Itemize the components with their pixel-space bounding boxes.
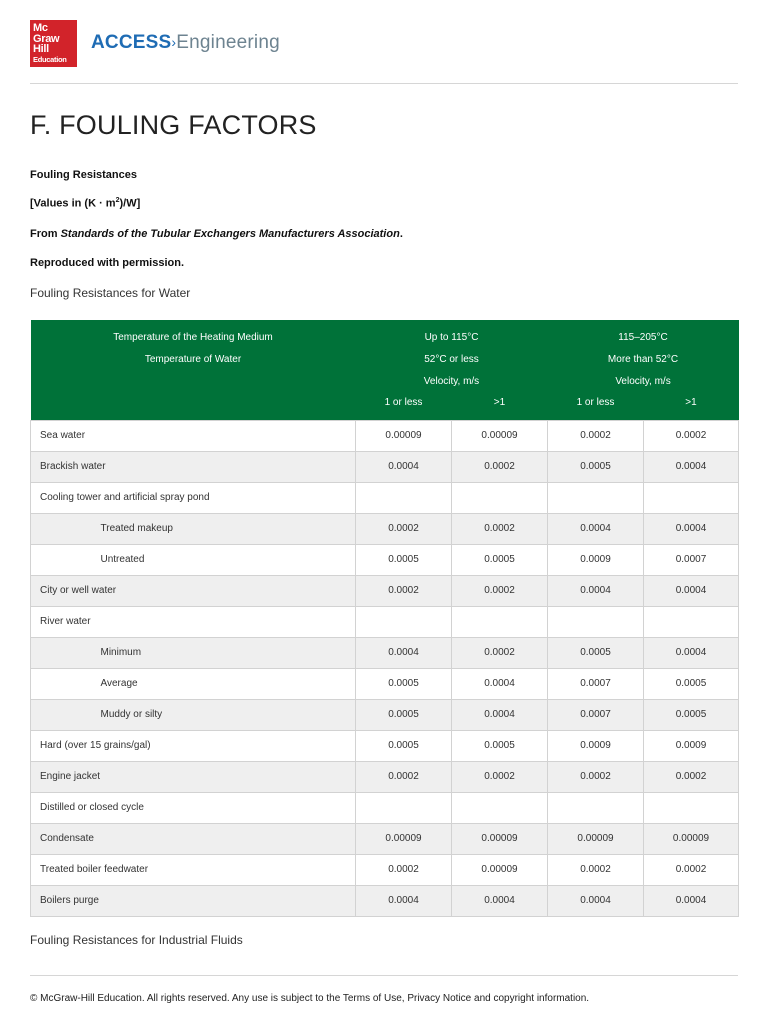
table-row <box>31 513 739 544</box>
cell-value: 0.0005 <box>644 699 739 730</box>
section-heading-water: Fouling Resistances for Water <box>30 286 191 300</box>
cell-value: 0.0004 <box>452 699 548 730</box>
row-label: Sea water <box>31 420 356 451</box>
row-label: Condensate <box>31 823 356 854</box>
cell-value <box>452 792 548 823</box>
units-note <box>30 197 140 210</box>
header-v-high-1: >1 <box>493 397 506 409</box>
table-header <box>31 320 739 420</box>
table-row <box>31 575 739 606</box>
indent-cell <box>31 668 92 699</box>
cell-value: 0.00009 <box>644 823 739 854</box>
brand-engineering: Engineering <box>176 32 280 53</box>
cell-value <box>644 606 739 637</box>
table-row <box>31 823 739 854</box>
permission-note: Reproduced with permission. <box>30 257 185 269</box>
cell-value: 0.0005 <box>644 668 739 699</box>
cell-value <box>644 792 739 823</box>
row-label: Distilled or closed cycle <box>31 792 356 823</box>
cell-value: 0.0007 <box>644 544 739 575</box>
source-note <box>30 228 403 240</box>
row-label: Cooling tower and artificial spray pond <box>31 482 356 513</box>
header-v-low-1: 1 or less <box>384 397 423 409</box>
table-row <box>31 792 739 823</box>
logo-line: Hill <box>33 43 49 55</box>
cell-value: 0.0002 <box>452 513 548 544</box>
table-row <box>31 730 739 761</box>
header-velocity-1: Velocity, m/s <box>423 375 480 387</box>
cell-value <box>356 606 452 637</box>
brand-access: ACCESS <box>91 32 172 53</box>
indent-cell <box>31 699 92 730</box>
cell-value <box>644 482 739 513</box>
cell-value: 0.0004 <box>356 451 452 482</box>
cell-value: 0.0002 <box>452 761 548 792</box>
row-label: River water <box>31 606 356 637</box>
row-label: Brackish water <box>31 451 356 482</box>
cell-value: 0.0009 <box>644 730 739 761</box>
table-row <box>31 482 739 513</box>
cell-value: 0.00009 <box>356 823 452 854</box>
cell-value <box>548 792 644 823</box>
cell-value: 0.0004 <box>644 451 739 482</box>
header-range-1: Up to 115°C <box>424 331 479 343</box>
cell-value: 0.0002 <box>644 761 739 792</box>
cell-value: 0.0005 <box>452 544 548 575</box>
cell-value: 0.0004 <box>644 637 739 668</box>
mcgraw-hill-logo[interactable] <box>30 20 77 67</box>
table-row <box>31 451 739 482</box>
logo-line: Graw <box>33 32 60 45</box>
header-velocity-2: Velocity, m/s <box>615 375 671 387</box>
table-row <box>31 668 739 699</box>
row-label: Treated makeup <box>92 513 356 544</box>
cell-value: 0.0004 <box>644 575 739 606</box>
copyright-footer: © McGraw-Hill Education. All rights reserved. Any use is subject to the Terms of Use, Privacy Notice and copyright information. <box>30 975 738 1004</box>
table-row <box>31 699 739 730</box>
header-v-high-2: >1 <box>685 397 697 409</box>
row-label: City or well water <box>31 575 356 606</box>
row-label: Hard (over 15 grains/gal) <box>31 730 356 761</box>
site-header <box>30 20 738 84</box>
cell-value: 0.0005 <box>356 730 452 761</box>
cell-value: 0.0002 <box>548 761 644 792</box>
cell-value <box>548 482 644 513</box>
header-range-2: 115–205°C <box>618 331 668 343</box>
cell-value: 0.0002 <box>644 420 739 451</box>
header-heating-medium: Temperature of the Heating Medium <box>113 331 273 343</box>
indent-cell <box>31 637 92 668</box>
table-row <box>31 606 739 637</box>
cell-value: 0.0004 <box>452 668 548 699</box>
header-water-2: More than 52°C <box>607 353 679 365</box>
cell-value: 0.0004 <box>644 513 739 544</box>
logo-line: Mc <box>33 22 48 34</box>
cell-value: 0.0002 <box>644 854 739 885</box>
table-row <box>31 885 739 916</box>
cell-value: 0.0005 <box>356 699 452 730</box>
arrow-icon: › <box>171 34 177 50</box>
fouling-water-table <box>30 320 739 917</box>
row-label: Engine jacket <box>31 761 356 792</box>
cell-value: 0.0005 <box>356 544 452 575</box>
cell-value: 0.0004 <box>548 575 644 606</box>
header-water-1: 52°C or less <box>424 353 479 365</box>
cell-value: 0.0007 <box>548 668 644 699</box>
cell-value: 0.0004 <box>548 513 644 544</box>
table-body <box>31 420 739 916</box>
cell-value: 0.00009 <box>548 823 644 854</box>
row-label: Minimum <box>92 637 356 668</box>
cell-value: 0.0004 <box>356 885 452 916</box>
access-engineering-logo[interactable] <box>91 32 280 54</box>
table-row <box>31 637 739 668</box>
cell-value: 0.0002 <box>356 575 452 606</box>
row-label: Average <box>92 668 356 699</box>
indent-cell <box>31 513 92 544</box>
cell-value: 0.0002 <box>548 854 644 885</box>
table-row <box>31 420 739 451</box>
header-water-temp: Temperature of Water <box>144 353 242 365</box>
from-suffix: . <box>399 228 403 240</box>
cell-value: 0.00009 <box>452 854 548 885</box>
cell-value: 0.0009 <box>548 730 644 761</box>
cell-value: 0.00009 <box>452 420 548 451</box>
cell-value <box>548 606 644 637</box>
row-label: Treated boiler feedwater <box>31 854 356 885</box>
cell-value: 0.0009 <box>548 544 644 575</box>
header-blank <box>31 370 356 392</box>
cell-value: 0.0002 <box>356 761 452 792</box>
fouling-heading: Fouling Resistances <box>30 169 137 181</box>
logo-line: Education <box>33 54 67 64</box>
header-blank <box>31 392 356 420</box>
units-exponent: 2 <box>115 197 120 204</box>
section-heading-industrial: Fouling Resistances for Industrial Fluids <box>30 933 243 947</box>
cell-value: 0.0002 <box>452 575 548 606</box>
cell-value: 0.0004 <box>356 637 452 668</box>
cell-value: 0.0007 <box>548 699 644 730</box>
cell-value: 0.0002 <box>356 854 452 885</box>
cell-value <box>356 482 452 513</box>
cell-value: 0.0005 <box>452 730 548 761</box>
cell-value: 0.0005 <box>548 451 644 482</box>
table-row <box>31 761 739 792</box>
table-row <box>31 854 739 885</box>
cell-value: 0.0005 <box>548 637 644 668</box>
row-label: Untreated <box>92 544 356 575</box>
cell-value: 0.00009 <box>452 823 548 854</box>
page-title: F. FOULING FACTORS <box>30 110 317 140</box>
cell-value: 0.0002 <box>452 637 548 668</box>
indent-cell <box>31 544 92 575</box>
units-suffix: )/W] <box>119 197 141 210</box>
source-title: Standards of the Tubular Exchangers Manufacturers Association <box>60 228 400 240</box>
from-prefix: From <box>30 228 61 240</box>
cell-value: 0.0005 <box>356 668 452 699</box>
cell-value: 0.0002 <box>548 420 644 451</box>
cell-value: 0.0002 <box>356 513 452 544</box>
cell-value: 0.00009 <box>356 420 452 451</box>
cell-value: 0.0002 <box>452 451 548 482</box>
cell-value <box>356 792 452 823</box>
cell-value <box>452 606 548 637</box>
cell-value <box>452 482 548 513</box>
cell-value: 0.0004 <box>452 885 548 916</box>
cell-value: 0.0004 <box>644 885 739 916</box>
cell-value: 0.0004 <box>548 885 644 916</box>
row-label: Muddy or silty <box>92 699 356 730</box>
table-row <box>31 544 739 575</box>
row-label: Boilers purge <box>31 885 356 916</box>
units-prefix: [Values in (K · m <box>30 197 116 210</box>
header-v-low-2: 1 or less <box>576 397 615 409</box>
